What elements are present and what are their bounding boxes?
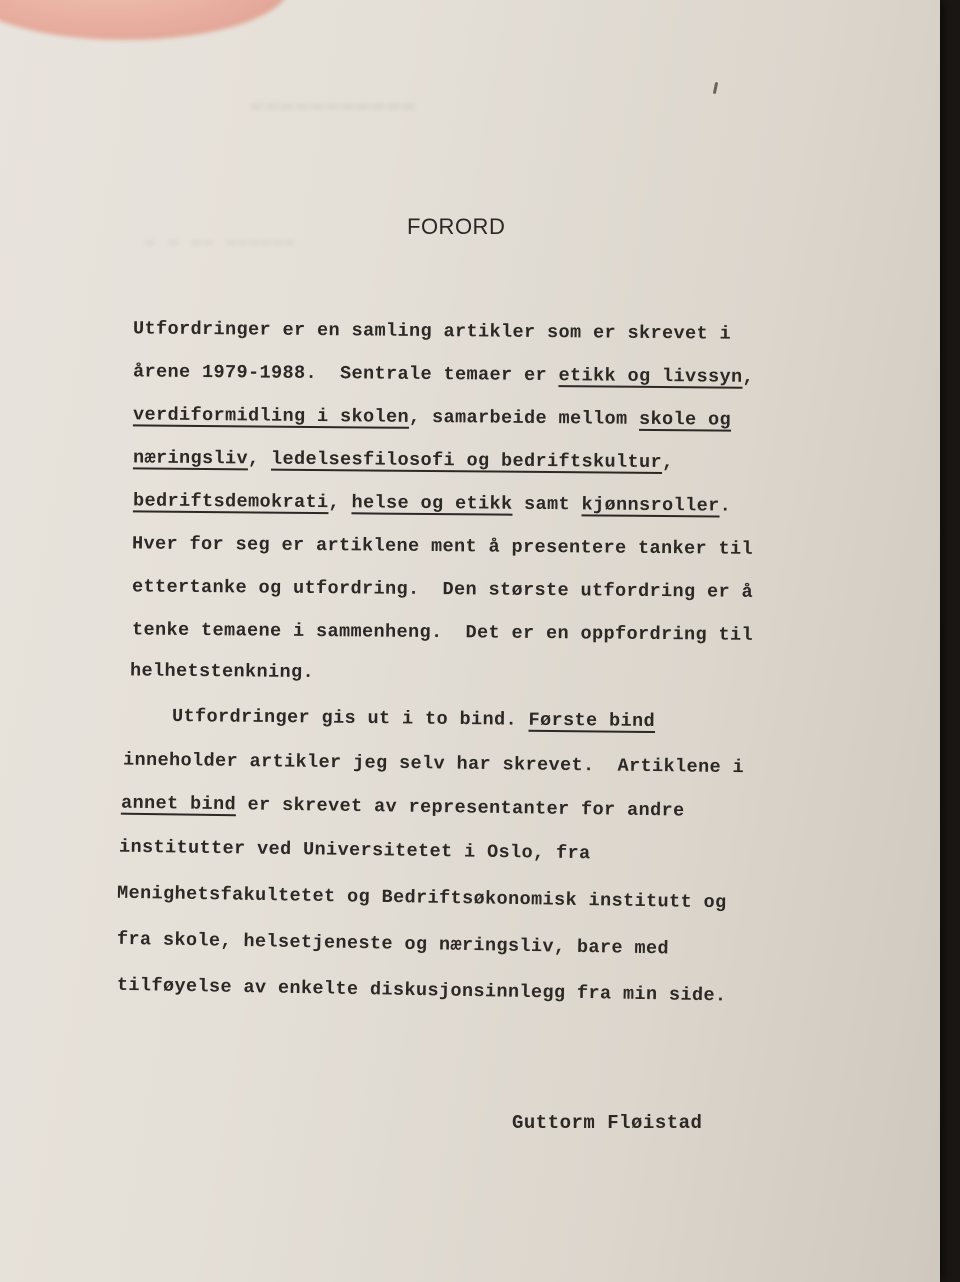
underlined-term: etikk og livssyn [558,365,743,388]
text-line: helhetstenkning. [129,660,315,684]
underlined-term: bedriftsdemokrati [132,490,329,514]
bleed-through-text: ▬ ▬ ▬▬ ▬▬▬▬▬▬ [145,232,296,250]
page-title: FORORD [407,214,506,239]
underlined-term: ledelsesfilosofi og bedriftskultur [270,448,663,474]
paper-speck [713,82,718,94]
text-line: fra skole, helsetjeneste og næringsliv, bare med [116,928,670,960]
underlined-term: annet bind [120,792,237,816]
text-line: Hver for seg er artiklene ment å presentere tanker til [131,533,754,560]
text-line: Utfordringer er en samling artikler som er skrevet i [132,318,732,345]
text-line: Utfordringer gis ut i to bind. Første bind [125,705,656,733]
underlined-term: Første bind [528,709,656,733]
text-line: annet bind er skrevet av representanter for andre [120,792,685,822]
author-signature: Guttorm Fløistad [512,1112,703,1134]
text-line: ettertanke og utfordring. Den største utfordring er å [131,576,754,603]
text-line: bedriftsdemokrati, helse og etikk samt kjønnsroller. [132,490,732,517]
underlined-term: skole og [638,408,732,431]
text-line: Menighetsfakultetet og Bedriftsøkonomisk institutt og [116,882,727,914]
underlined-term: helse og etikk [351,492,513,515]
text-line: verdiformidling i skolen, samarbeide mellom skole og [132,404,732,431]
text-line: institutter ved Universitetet i Oslo, fra [118,836,591,865]
text-line: årene 1979-1988. Sentrale temaer er etikk og livssyn, [132,361,755,388]
underlined-term: kjønnsroller [581,494,720,517]
text-line: tenke temaene i sammenheng. Det er en oppfordring til [131,619,754,646]
text-line: næringsliv, ledelsesfilosofi og bedriftskultur, [132,447,674,474]
finger-shadow [0,0,290,40]
underlined-term: næringsliv [132,447,249,470]
bleed-through-text: ▬▬▬▬▬▬▬▬▬▬▬ [250,92,418,117]
text-line: inneholder artikler jeg selv har skrevet. Artiklene i [122,749,745,779]
text-line: tilføyelse av enkelte diskusjonsinnlegg fra min side. [116,974,727,1007]
underlined-term: verdiformidling i skolen [132,404,410,428]
